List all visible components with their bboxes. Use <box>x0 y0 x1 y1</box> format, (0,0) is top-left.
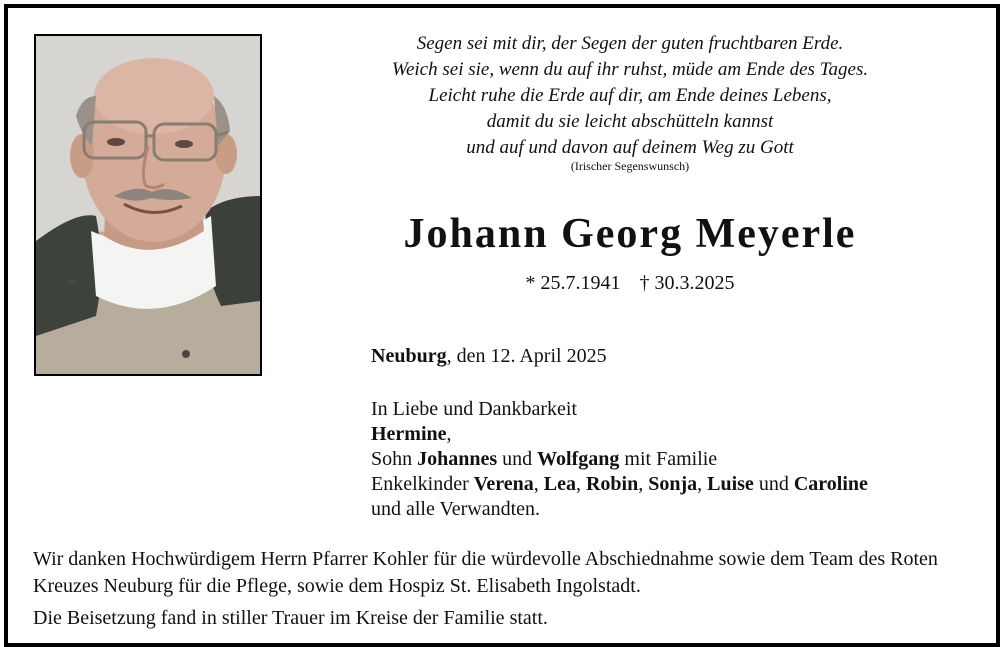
verse-line: Weich sei sie, wenn du auf ihr ruhst, müde am Ende des Tages. <box>391 59 869 80</box>
verse-line: und auf und davon auf deinem Weg zu Gott <box>466 137 794 158</box>
grandchild-name: Sonja <box>648 473 698 495</box>
verse-line: Segen sei mit dir, der Segen der guten fruchtbaren Erde. <box>416 33 844 54</box>
and-text: und <box>497 448 538 470</box>
birth-date: * 25.7.1941 <box>525 272 621 294</box>
grandchild-name: Verena <box>473 473 534 495</box>
place-date-text: , den 12. April 2025 <box>446 345 607 367</box>
grandchild-name: Robin <box>585 473 639 495</box>
mourners-block <box>371 397 868 522</box>
place-date <box>371 345 607 368</box>
deceased-name: Johann Georg Meyerle <box>403 211 857 257</box>
separator: , <box>575 473 586 495</box>
mourners-relatives: und alle Verwandten. <box>371 498 541 520</box>
mourners-grandchildren-line <box>371 472 868 497</box>
verse-source: (Irischer Segenswunsch) <box>570 159 690 173</box>
life-dates <box>330 272 930 295</box>
verse-line: Leicht ruhe die Erde auf dir, am Ende deines Lebens, <box>428 85 832 106</box>
grandchild-name: Lea <box>543 473 576 495</box>
mourners-intro: In Liebe und Dankbarkeit <box>371 398 578 420</box>
sons-suffix: mit Familie <box>619 448 718 470</box>
and-text: und <box>753 473 794 495</box>
grandchild-name: Caroline <box>793 473 868 495</box>
spouse-name: Hermine <box>371 423 447 445</box>
grandchild-name: Luise <box>707 473 754 495</box>
thanks-text: Wir danken Hochwürdigem Herrn Pfarrer Kohler für die würdevolle Abschiednahme sowie dem Team des Roten Kreuzes Neuburg für die Pflege, sowie dem Hospiz St. Elisabeth Ingolstadt. <box>33 548 938 597</box>
separator: , <box>638 473 649 495</box>
place-town: Neuburg <box>371 345 447 367</box>
son-name: Johannes <box>417 448 498 470</box>
sons-prefix: Sohn <box>371 448 418 470</box>
separator: , <box>533 473 544 495</box>
burial-text: Die Beisetzung fand in stiller Trauer im Kreise der Familie statt. <box>33 607 548 629</box>
portrait-photo <box>34 34 262 376</box>
mourners-spouse-line <box>371 422 868 447</box>
comma: , <box>446 423 452 445</box>
mourners-sons-line <box>371 447 868 472</box>
son-name: Wolfgang <box>537 448 620 470</box>
separator: , <box>697 473 708 495</box>
grandchildren-prefix: Enkelkinder <box>371 473 474 495</box>
death-date: † 30.3.2025 <box>639 272 735 294</box>
verse-block <box>330 31 930 173</box>
verse-line: damit du sie leicht abschütteln kannst <box>486 111 774 132</box>
